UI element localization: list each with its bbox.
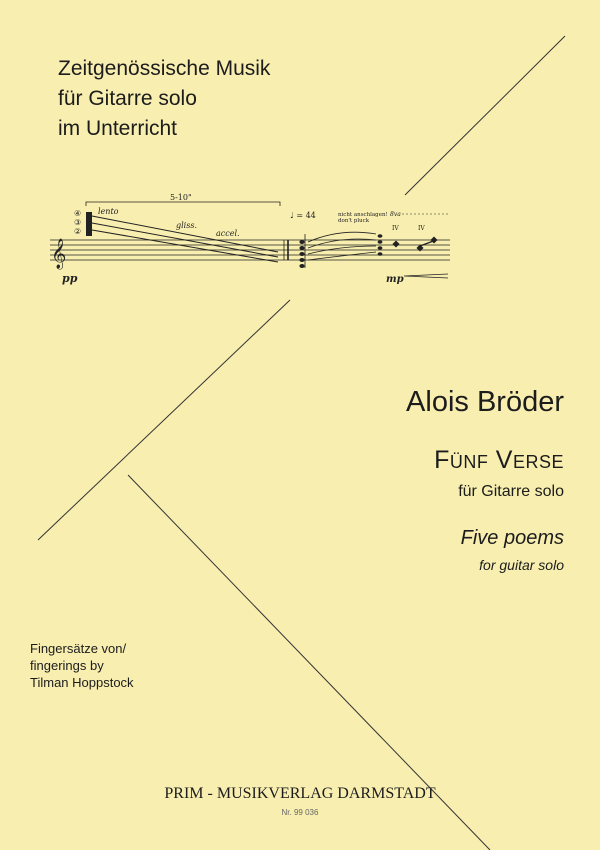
accel-label: accel. — [216, 229, 240, 238]
duration-label: 5-10" — [170, 193, 192, 202]
diagonal-line-upper — [405, 36, 565, 195]
marking-dont-pluck: don't pluck — [338, 218, 370, 224]
marking-nicht-anschlagen: nicht anschlagen! — [338, 212, 388, 218]
tempo-lento: lento — [98, 207, 119, 216]
treble-clef-icon: 𝄞 — [51, 239, 67, 269]
position-iv-1: IV — [392, 225, 399, 232]
gliss-label: gliss. — [176, 221, 197, 230]
music-excerpt — [40, 190, 460, 290]
work-title-en: Five poems — [460, 527, 564, 549]
composer-name: Alois Bröder — [406, 386, 564, 418]
metronome-mark: ♩ = 44 — [290, 211, 316, 220]
fingering-credit — [30, 640, 134, 691]
string-number-2: ② — [74, 227, 82, 236]
position-iv-2: IV — [418, 225, 425, 232]
chord — [299, 240, 304, 268]
subtitle-en: for guitar solo — [479, 557, 564, 573]
fingering-line-1: Fingersätze von/ — [30, 641, 127, 656]
harmonic-marking: 8va — [390, 211, 401, 218]
dynamic-pp: pp — [62, 272, 78, 285]
fingering-line-2: fingerings by — [30, 658, 104, 673]
tie-arcs — [308, 232, 376, 260]
duration-bracket — [86, 202, 280, 206]
subtitle-de: für Gitarre solo — [458, 483, 564, 500]
decrescendo-hairpin — [404, 274, 448, 278]
series-line-2: für Gitarre solo — [58, 87, 197, 110]
dynamic-mp: mp — [386, 274, 404, 285]
fingering-line-3: Tilman Hoppstock — [30, 675, 134, 690]
work-title-de: Fünf Verse — [434, 446, 564, 474]
string-number-4: ④ — [74, 209, 82, 218]
series-line-1: Zeitgenössische Musik — [58, 57, 271, 80]
harmonic-notes — [393, 237, 437, 251]
series-line-3: im Unterricht — [58, 117, 178, 140]
string-number-3: ③ — [74, 218, 82, 227]
publisher-name: PRIM - MUSIKVERLAG DARMSTADT — [164, 785, 436, 802]
catalog-number: Nr. 99 036 — [281, 808, 319, 817]
note-cluster — [86, 212, 92, 236]
series-title — [58, 54, 270, 144]
diagonal-line-middle — [38, 300, 290, 540]
